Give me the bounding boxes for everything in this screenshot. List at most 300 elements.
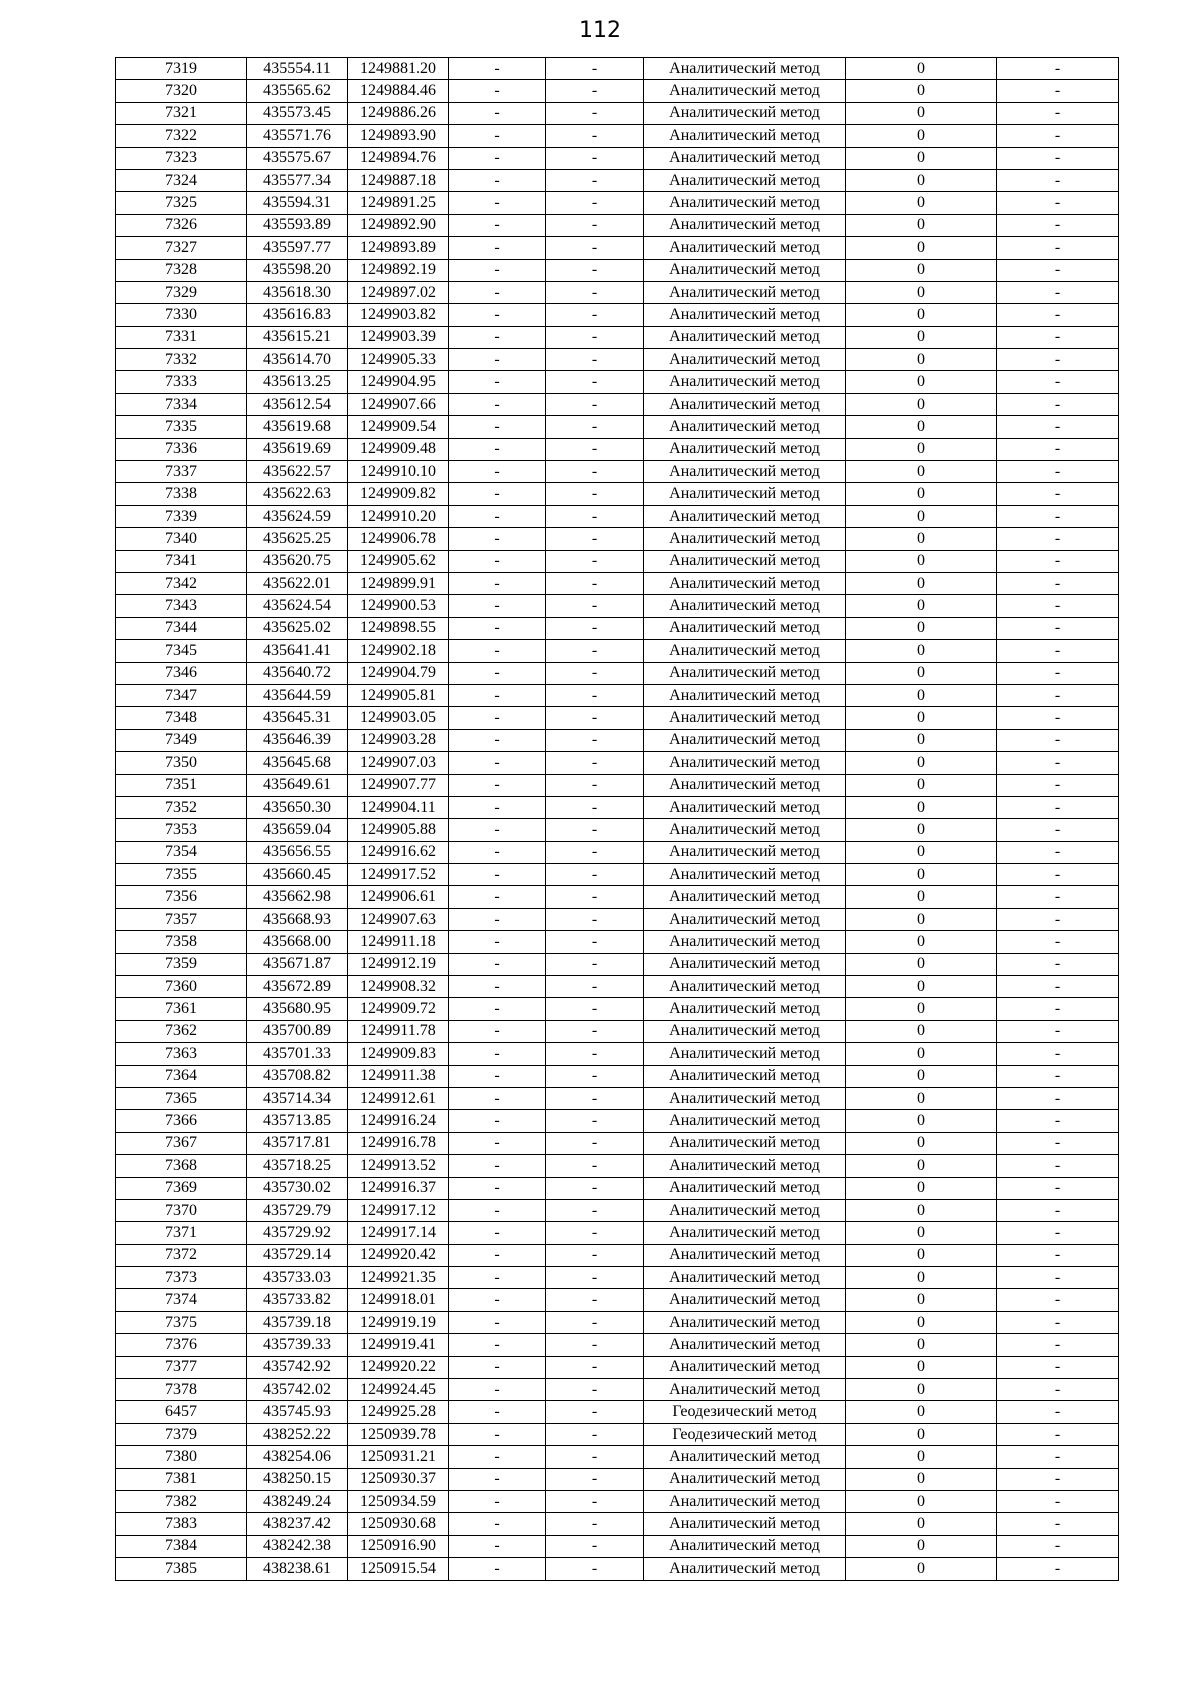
table-row [116,1020,1119,1042]
x-coordinate-cell: 438250.15 [247,1468,348,1490]
method-cell: Аналитический метод [644,1132,846,1154]
point-number-cell: 7376 [116,1334,247,1356]
accuracy-cell: 0 [846,505,997,527]
table-row [116,349,1119,371]
empty-cell-3: - [997,58,1119,80]
point-number-cell: 7352 [116,796,247,818]
point-number-cell: 7379 [116,1423,247,1445]
empty-cell-2: - [546,976,644,998]
method-cell: Аналитический метод [644,80,846,102]
table-row [116,953,1119,975]
empty-cell-2: - [546,483,644,505]
empty-cell-1: - [449,1132,546,1154]
empty-cell-1: - [449,1356,546,1378]
empty-cell-3: - [997,796,1119,818]
point-number-cell: 7338 [116,483,247,505]
point-number-cell: 7335 [116,416,247,438]
accuracy-cell: 0 [846,58,997,80]
empty-cell-1: - [449,1311,546,1333]
empty-cell-1: - [449,1558,546,1580]
empty-cell-2: - [546,214,644,236]
empty-cell-3: - [997,1110,1119,1132]
empty-cell-1: - [449,886,546,908]
empty-cell-1: - [449,998,546,1020]
empty-cell-1: - [449,214,546,236]
table-row [116,438,1119,460]
accuracy-cell: 0 [846,281,997,303]
y-coordinate-cell: 1249920.22 [348,1356,449,1378]
table-body [116,58,1119,1581]
empty-cell-3: - [997,1379,1119,1401]
empty-cell-2: - [546,1199,644,1221]
point-number-cell: 7348 [116,707,247,729]
y-coordinate-cell: 1250934.59 [348,1491,449,1513]
table-row [116,1244,1119,1266]
accuracy-cell: 0 [846,416,997,438]
accuracy-cell: 0 [846,1311,997,1333]
empty-cell-3: - [997,1356,1119,1378]
empty-cell-2: - [546,1356,644,1378]
empty-cell-1: - [449,841,546,863]
accuracy-cell: 0 [846,1491,997,1513]
empty-cell-3: - [997,371,1119,393]
table-row [116,1087,1119,1109]
y-coordinate-cell: 1249903.82 [348,304,449,326]
empty-cell-3: - [997,326,1119,348]
table-row [116,1199,1119,1221]
point-number-cell: 7368 [116,1155,247,1177]
empty-cell-3: - [997,259,1119,281]
accuracy-cell: 0 [846,1446,997,1468]
method-cell: Аналитический метод [644,1244,846,1266]
accuracy-cell: 0 [846,1513,997,1535]
empty-cell-2: - [546,1155,644,1177]
x-coordinate-cell: 435700.89 [247,1020,348,1042]
empty-cell-2: - [546,1244,644,1266]
y-coordinate-cell: 1249904.95 [348,371,449,393]
empty-cell-2: - [546,1401,644,1423]
empty-cell-1: - [449,1289,546,1311]
empty-cell-1: - [449,976,546,998]
empty-cell-1: - [449,796,546,818]
table-row [116,752,1119,774]
empty-cell-1: - [449,774,546,796]
empty-cell-2: - [546,80,644,102]
empty-cell-1: - [449,1423,546,1445]
method-cell: Аналитический метод [644,998,846,1020]
empty-cell-1: - [449,192,546,214]
accuracy-cell: 0 [846,1356,997,1378]
empty-cell-3: - [997,1043,1119,1065]
point-number-cell: 7330 [116,304,247,326]
x-coordinate-cell: 435714.34 [247,1087,348,1109]
method-cell: Аналитический метод [644,684,846,706]
x-coordinate-cell: 435659.04 [247,819,348,841]
accuracy-cell: 0 [846,1535,997,1557]
empty-cell-1: - [449,80,546,102]
empty-cell-3: - [997,1311,1119,1333]
method-cell: Аналитический метод [644,1222,846,1244]
method-cell: Аналитический метод [644,1311,846,1333]
x-coordinate-cell: 435680.95 [247,998,348,1020]
empty-cell-2: - [546,1311,644,1333]
y-coordinate-cell: 1249906.61 [348,886,449,908]
accuracy-cell: 0 [846,1379,997,1401]
x-coordinate-cell: 435575.67 [247,147,348,169]
point-number-cell: 7345 [116,640,247,662]
method-cell: Аналитический метод [644,662,846,684]
accuracy-cell: 0 [846,237,997,259]
table-row [116,976,1119,998]
empty-cell-2: - [546,1379,644,1401]
x-coordinate-cell: 435571.76 [247,125,348,147]
y-coordinate-cell: 1249904.11 [348,796,449,818]
y-coordinate-cell: 1249909.48 [348,438,449,460]
empty-cell-3: - [997,1199,1119,1221]
table-row [116,998,1119,1020]
x-coordinate-cell: 435671.87 [247,953,348,975]
point-number-cell: 7381 [116,1468,247,1490]
point-number-cell: 7369 [116,1177,247,1199]
point-number-cell: 7354 [116,841,247,863]
y-coordinate-cell: 1249903.28 [348,729,449,751]
empty-cell-1: - [449,461,546,483]
empty-cell-2: - [546,1087,644,1109]
empty-cell-2: - [546,752,644,774]
point-number-cell: 7363 [116,1043,247,1065]
table-row [116,595,1119,617]
y-coordinate-cell: 1249909.83 [348,1043,449,1065]
method-cell: Аналитический метод [644,505,846,527]
x-coordinate-cell: 435612.54 [247,393,348,415]
table-row [116,371,1119,393]
empty-cell-3: - [997,281,1119,303]
point-number-cell: 7324 [116,169,247,191]
x-coordinate-cell: 435717.81 [247,1132,348,1154]
empty-cell-3: - [997,483,1119,505]
accuracy-cell: 0 [846,1155,997,1177]
accuracy-cell: 0 [846,1222,997,1244]
accuracy-cell: 0 [846,102,997,124]
y-coordinate-cell: 1249909.72 [348,998,449,1020]
x-coordinate-cell: 435739.33 [247,1334,348,1356]
accuracy-cell: 0 [846,259,997,281]
method-cell: Аналитический метод [644,1043,846,1065]
empty-cell-1: - [449,125,546,147]
empty-cell-3: - [997,505,1119,527]
table-row [116,1491,1119,1513]
accuracy-cell: 0 [846,438,997,460]
method-cell: Аналитический метод [644,1535,846,1557]
empty-cell-2: - [546,1334,644,1356]
empty-cell-1: - [449,505,546,527]
method-cell: Аналитический метод [644,640,846,662]
method-cell: Аналитический метод [644,976,846,998]
empty-cell-3: - [997,572,1119,594]
method-cell: Аналитический метод [644,1558,846,1580]
empty-cell-2: - [546,953,644,975]
method-cell: Аналитический метод [644,281,846,303]
empty-cell-1: - [449,662,546,684]
accuracy-cell: 0 [846,393,997,415]
x-coordinate-cell: 435668.93 [247,908,348,930]
x-coordinate-cell: 435644.59 [247,684,348,706]
point-number-cell: 7336 [116,438,247,460]
empty-cell-3: - [997,1491,1119,1513]
accuracy-cell: 0 [846,864,997,886]
table-row [116,1110,1119,1132]
empty-cell-2: - [546,1535,644,1557]
y-coordinate-cell: 1250939.78 [348,1423,449,1445]
table-row [116,393,1119,415]
method-cell: Аналитический метод [644,1065,846,1087]
point-number-cell: 7366 [116,1110,247,1132]
empty-cell-1: - [449,1379,546,1401]
empty-cell-3: - [997,998,1119,1020]
empty-cell-1: - [449,326,546,348]
method-cell: Аналитический метод [644,416,846,438]
empty-cell-2: - [546,169,644,191]
accuracy-cell: 0 [846,1468,997,1490]
point-number-cell: 7346 [116,662,247,684]
x-coordinate-cell: 435742.92 [247,1356,348,1378]
empty-cell-3: - [997,640,1119,662]
point-number-cell: 7341 [116,550,247,572]
table-row [116,1468,1119,1490]
accuracy-cell: 0 [846,953,997,975]
y-coordinate-cell: 1250931.21 [348,1446,449,1468]
accuracy-cell: 0 [846,1110,997,1132]
point-number-cell: 7349 [116,729,247,751]
accuracy-cell: 0 [846,1334,997,1356]
y-coordinate-cell: 1249907.63 [348,908,449,930]
point-number-cell: 7321 [116,102,247,124]
x-coordinate-cell: 435616.83 [247,304,348,326]
empty-cell-2: - [546,640,644,662]
empty-cell-2: - [546,707,644,729]
method-cell: Аналитический метод [644,595,846,617]
point-number-cell: 7373 [116,1267,247,1289]
y-coordinate-cell: 1249919.41 [348,1334,449,1356]
method-cell: Аналитический метод [644,1155,846,1177]
accuracy-cell: 0 [846,192,997,214]
empty-cell-1: - [449,1087,546,1109]
table-row [116,416,1119,438]
y-coordinate-cell: 1249898.55 [348,617,449,639]
empty-cell-3: - [997,752,1119,774]
empty-cell-3: - [997,550,1119,572]
empty-cell-2: - [546,1468,644,1490]
empty-cell-2: - [546,1423,644,1445]
point-number-cell: 7382 [116,1491,247,1513]
empty-cell-1: - [449,684,546,706]
empty-cell-1: - [449,349,546,371]
empty-cell-1: - [449,572,546,594]
empty-cell-3: - [997,1244,1119,1266]
method-cell: Аналитический метод [644,102,846,124]
x-coordinate-cell: 435662.98 [247,886,348,908]
empty-cell-1: - [449,707,546,729]
y-coordinate-cell: 1249912.61 [348,1087,449,1109]
empty-cell-1: - [449,102,546,124]
x-coordinate-cell: 435708.82 [247,1065,348,1087]
y-coordinate-cell: 1249899.91 [348,572,449,594]
empty-cell-1: - [449,438,546,460]
x-coordinate-cell: 438249.24 [247,1491,348,1513]
method-cell: Аналитический метод [644,393,846,415]
y-coordinate-cell: 1249907.66 [348,393,449,415]
point-number-cell: 7343 [116,595,247,617]
x-coordinate-cell: 435729.79 [247,1199,348,1221]
accuracy-cell: 0 [846,1267,997,1289]
empty-cell-3: - [997,1087,1119,1109]
y-coordinate-cell: 1249910.10 [348,461,449,483]
y-coordinate-cell: 1249917.14 [348,1222,449,1244]
x-coordinate-cell: 435650.30 [247,796,348,818]
point-number-cell: 7323 [116,147,247,169]
empty-cell-3: - [997,1177,1119,1199]
empty-cell-1: - [449,528,546,550]
table-row [116,505,1119,527]
method-cell: Аналитический метод [644,58,846,80]
empty-cell-1: - [449,953,546,975]
empty-cell-1: - [449,259,546,281]
table-row [116,640,1119,662]
empty-cell-3: - [997,864,1119,886]
x-coordinate-cell: 435733.82 [247,1289,348,1311]
empty-cell-1: - [449,1155,546,1177]
empty-cell-2: - [546,729,644,751]
empty-cell-1: - [449,617,546,639]
accuracy-cell: 0 [846,1199,997,1221]
empty-cell-3: - [997,707,1119,729]
empty-cell-3: - [997,1558,1119,1580]
empty-cell-3: - [997,1155,1119,1177]
empty-cell-3: - [997,528,1119,550]
empty-cell-1: - [449,729,546,751]
empty-cell-2: - [546,841,644,863]
empty-cell-2: - [546,1491,644,1513]
x-coordinate-cell: 435645.31 [247,707,348,729]
y-coordinate-cell: 1250930.68 [348,1513,449,1535]
empty-cell-3: - [997,1267,1119,1289]
empty-cell-3: - [997,237,1119,259]
empty-cell-2: - [546,304,644,326]
empty-cell-1: - [449,1491,546,1513]
x-coordinate-cell: 435615.21 [247,326,348,348]
empty-cell-2: - [546,1513,644,1535]
empty-cell-1: - [449,1065,546,1087]
accuracy-cell: 0 [846,1043,997,1065]
x-coordinate-cell: 435625.25 [247,528,348,550]
empty-cell-2: - [546,662,644,684]
point-number-cell: 7340 [116,528,247,550]
point-number-cell: 7365 [116,1087,247,1109]
method-cell: Аналитический метод [644,841,846,863]
point-number-cell: 7378 [116,1379,247,1401]
empty-cell-3: - [997,729,1119,751]
y-coordinate-cell: 1249907.03 [348,752,449,774]
empty-cell-1: - [449,58,546,80]
method-cell: Аналитический метод [644,1468,846,1490]
empty-cell-2: - [546,1446,644,1468]
table-row [116,684,1119,706]
table-row [116,461,1119,483]
x-coordinate-cell: 435713.85 [247,1110,348,1132]
table-row [116,819,1119,841]
x-coordinate-cell: 438238.61 [247,1558,348,1580]
x-coordinate-cell: 435598.20 [247,259,348,281]
empty-cell-3: - [997,1334,1119,1356]
y-coordinate-cell: 1249892.90 [348,214,449,236]
x-coordinate-cell: 435729.14 [247,1244,348,1266]
accuracy-cell: 0 [846,1087,997,1109]
empty-cell-1: - [449,416,546,438]
y-coordinate-cell: 1250930.37 [348,1468,449,1490]
y-coordinate-cell: 1249925.28 [348,1401,449,1423]
x-coordinate-cell: 435625.02 [247,617,348,639]
empty-cell-1: - [449,483,546,505]
table-row [116,125,1119,147]
empty-cell-3: - [997,976,1119,998]
empty-cell-3: - [997,416,1119,438]
method-cell: Аналитический метод [644,1491,846,1513]
empty-cell-3: - [997,1065,1119,1087]
empty-cell-1: - [449,281,546,303]
x-coordinate-cell: 438254.06 [247,1446,348,1468]
accuracy-cell: 0 [846,998,997,1020]
method-cell: Аналитический метод [644,461,846,483]
point-number-cell: 7326 [116,214,247,236]
x-coordinate-cell: 435668.00 [247,931,348,953]
accuracy-cell: 0 [846,1558,997,1580]
accuracy-cell: 0 [846,169,997,191]
empty-cell-1: - [449,640,546,662]
x-coordinate-cell: 435745.93 [247,1401,348,1423]
empty-cell-3: - [997,80,1119,102]
point-number-cell: 7331 [116,326,247,348]
y-coordinate-cell: 1249907.77 [348,774,449,796]
y-coordinate-cell: 1249894.76 [348,147,449,169]
point-number-cell: 7384 [116,1535,247,1557]
accuracy-cell: 0 [846,483,997,505]
method-cell: Аналитический метод [644,819,846,841]
empty-cell-2: - [546,349,644,371]
empty-cell-3: - [997,774,1119,796]
empty-cell-2: - [546,1267,644,1289]
table-row [116,326,1119,348]
y-coordinate-cell: 1249897.02 [348,281,449,303]
empty-cell-3: - [997,908,1119,930]
empty-cell-3: - [997,1446,1119,1468]
y-coordinate-cell: 1249916.24 [348,1110,449,1132]
method-cell: Аналитический метод [644,1199,846,1221]
point-number-cell: 7333 [116,371,247,393]
empty-cell-3: - [997,438,1119,460]
y-coordinate-cell: 1249904.79 [348,662,449,684]
x-coordinate-cell: 435577.34 [247,169,348,191]
table-row [116,1132,1119,1154]
table-row [116,281,1119,303]
empty-cell-3: - [997,1132,1119,1154]
empty-cell-3: - [997,1513,1119,1535]
empty-cell-1: - [449,595,546,617]
method-cell: Аналитический метод [644,1334,846,1356]
empty-cell-3: - [997,1020,1119,1042]
method-cell: Аналитический метод [644,147,846,169]
accuracy-cell: 0 [846,1177,997,1199]
method-cell: Аналитический метод [644,1267,846,1289]
